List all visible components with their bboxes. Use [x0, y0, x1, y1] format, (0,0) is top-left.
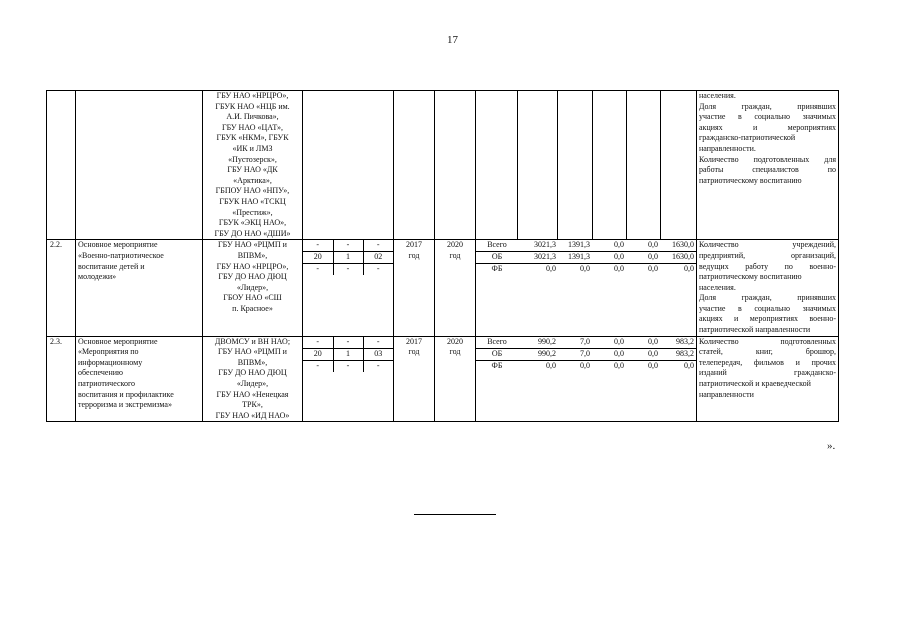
finance-value: 0,0: [546, 360, 556, 370]
finance-row: [476, 240, 696, 252]
funding-source: Всего: [476, 337, 518, 349]
row-number-cell: [47, 91, 76, 240]
finance-value: 983,2: [660, 348, 696, 360]
closing-quote-mark: ».: [827, 440, 836, 452]
end-year-cell: [435, 240, 476, 336]
executor-line: ГБУ НАО «РЦМП и: [218, 240, 287, 250]
indicator-line: предприятий, организаций,: [699, 250, 836, 260]
indicators-cell: [697, 240, 839, 336]
executor-line: «Лидер»,: [236, 379, 269, 389]
budget-code-value: -: [333, 264, 363, 276]
finance-value: 3021,3: [518, 252, 558, 264]
start-year: 2017: [406, 336, 422, 346]
start-year: 2017: [406, 240, 422, 250]
executor-line: ГБУ НАО «НРЦРО»,: [216, 261, 289, 271]
finance-value: 0,0: [546, 264, 556, 274]
budget-code-value: -: [316, 264, 320, 274]
budget-code-value: -: [333, 360, 363, 372]
indicators-cell: [697, 336, 839, 422]
budget-code-table: [303, 240, 393, 275]
finance-value: 990,2: [518, 337, 558, 349]
executor-line: «Престиж»,: [232, 207, 273, 217]
indicator-line: патриотической направленности: [699, 325, 811, 335]
empty-cell: [626, 91, 660, 240]
budget-code-value: -: [363, 360, 393, 372]
activity-name-cell: [76, 336, 203, 422]
executor-line: ГБУ НАО «НРЦРО»,: [216, 91, 289, 100]
finance-value: 990,2: [518, 348, 558, 360]
executor-line: ГБУК «ЭКЦ НАО»,: [218, 218, 287, 228]
indicators-cell: [697, 91, 839, 240]
start-year-cell: [394, 336, 435, 422]
executor-line: «Пустозерск»,: [228, 154, 277, 164]
executor-line: ГБУК НАО «НЦБ им.: [215, 101, 290, 111]
finance-value: 0,0: [592, 348, 626, 360]
executor-line: ВПВМ»,: [237, 357, 268, 367]
budget-code-row: [303, 240, 393, 252]
finance-value: 0,0: [592, 337, 626, 349]
budget-code-table: [303, 337, 393, 372]
indicator-line: ведущих работу по военно-: [699, 261, 836, 271]
executor-line: ГБПОУ НАО «НПУ»,: [215, 186, 290, 196]
budget-code-row: [303, 360, 393, 372]
budget-code-cell: [303, 336, 394, 422]
finance-value: 0,0: [684, 360, 694, 370]
finance-table: [476, 337, 696, 372]
indicator-line: Доля граждан, принявших: [699, 101, 836, 111]
finance-value: 0,0: [592, 252, 626, 264]
indicator-line: Доля граждан, принявших: [699, 293, 836, 303]
executor-line: ДВОМСУ и ВН НАО;: [214, 336, 291, 346]
finance-value: 0,0: [580, 264, 590, 274]
executor-line: «Лидер»,: [236, 282, 269, 292]
activity-name-line: обеспечению: [78, 368, 124, 378]
end-year: 2020: [447, 336, 463, 346]
finance-value: 0,0: [626, 348, 660, 360]
empty-cell: [558, 91, 592, 240]
empty-cell: [660, 91, 696, 240]
budget-code-value: -: [303, 240, 333, 252]
budget-code-value: 20: [303, 252, 333, 264]
indicator-line: участие в социально значимых: [699, 112, 836, 122]
activity-name-line: информационному: [78, 357, 143, 367]
executor-line: «ИК и ЛМЗ: [232, 143, 273, 153]
indicator-line: направленности: [699, 389, 754, 399]
activity-name-line: терроризма и экстремизма»: [78, 400, 172, 410]
budget-code-row: [303, 252, 393, 264]
finance-row: [476, 337, 696, 349]
budget-code-value: 1: [333, 252, 363, 264]
indicator-line: Количество учреждений,: [699, 240, 836, 250]
indicator-line: изданий гражданско-: [699, 368, 836, 378]
finance-value: 0,0: [626, 337, 660, 349]
funding-source: Всего: [476, 240, 518, 252]
budget-code-value: 03: [363, 348, 393, 360]
finance-value: 0,0: [626, 252, 660, 264]
empty-cell: [435, 91, 476, 240]
table-row: [47, 240, 839, 336]
executor-line: ГБУ НАО «ЦАТ»,: [221, 122, 284, 132]
executor-line: ГБУК НАО «ТСКЦ: [219, 196, 286, 206]
indicator-line: Количество подготовленных: [699, 336, 836, 346]
empty-cell: [303, 91, 394, 240]
funding-source: ФБ: [491, 264, 503, 274]
empty-cell: [518, 91, 558, 240]
executor-line: ГБУ ДО НАО «ДШИ»: [214, 228, 291, 238]
row-number: 2.2.: [47, 240, 76, 336]
finance-row: [476, 264, 696, 276]
executor-line: ГБОУ НАО «СШ: [223, 293, 282, 303]
finance-value: 1391,3: [558, 240, 592, 252]
finance-value: 983,2: [660, 337, 696, 349]
activity-name-line: молодежи»: [78, 272, 117, 282]
executor-line: А.И. Пичкова»,: [226, 112, 279, 122]
year-word: год: [408, 250, 420, 260]
executor-line: ГБУ НАО «РЦМП и: [218, 347, 287, 357]
budget-code-cell: [303, 240, 394, 336]
budget-code-value: -: [363, 337, 393, 349]
finance-row: [476, 348, 696, 360]
funding-source: ОБ: [476, 348, 518, 360]
finance-value: 7,0: [558, 337, 592, 349]
finance-value: 0,0: [592, 240, 626, 252]
budget-code-row: [303, 337, 393, 349]
empty-cell: [394, 91, 435, 240]
finance-value: 0,0: [614, 360, 624, 370]
indicator-line: патриотическому воспитанию: [699, 272, 802, 282]
funding-source: ОБ: [476, 252, 518, 264]
finance-value: 3021,3: [518, 240, 558, 252]
budget-code-value: -: [303, 337, 333, 349]
empty-cell: [592, 91, 626, 240]
executor-line: ГБУ НАО «Ненецкая: [216, 389, 289, 399]
finance-value: 7,0: [558, 348, 592, 360]
row-number: 2.3.: [47, 336, 76, 422]
indicator-line: патриотической и краеведческой: [699, 379, 811, 389]
activity-name-cell: [76, 91, 203, 240]
finance-value: 0,0: [626, 240, 660, 252]
executors-cell: [203, 336, 303, 422]
end-year: 2020: [447, 240, 463, 250]
executor-line: ВПВМ»,: [237, 250, 268, 260]
indicator-line: гражданско-патриотической: [699, 133, 796, 143]
executor-line: ГБУ НАО «ИД НАО»: [215, 410, 290, 420]
table-row: [47, 336, 839, 422]
executor-line: ГБУ НАО «ДК: [227, 165, 278, 175]
budget-code-value: -: [333, 240, 363, 252]
activity-name-line: Основное мероприятие: [78, 240, 158, 250]
finance-row: [476, 360, 696, 372]
finance-row: [476, 252, 696, 264]
year-word: год: [408, 347, 420, 357]
executor-line: ТРК»,: [242, 400, 263, 410]
activity-name-cell: [76, 240, 203, 336]
finance-cell: [476, 336, 697, 422]
finance-cell: [476, 240, 697, 336]
executor-line: п. Красное»: [232, 303, 273, 313]
indicator-line: населения.: [699, 91, 736, 100]
budget-code-value: 20: [303, 348, 333, 360]
finance-value: 1630,0: [660, 240, 696, 252]
activity-name-line: воспитания и профилактике: [78, 389, 174, 399]
budget-code-row: [303, 348, 393, 360]
indicator-line: акциях и мероприятиях военно-: [699, 314, 836, 324]
executors-cell: [203, 240, 303, 336]
finance-value: 0,0: [614, 264, 624, 274]
indicator-line: статей, книг, брошюр,: [699, 347, 836, 357]
year-word: год: [449, 250, 461, 260]
end-year-cell: [435, 336, 476, 422]
footer-rule: [414, 514, 496, 515]
finance-value: 0,0: [648, 360, 658, 370]
start-year-cell: [394, 240, 435, 336]
indicator-line: патриотическому воспитанию: [699, 175, 802, 185]
activity-name-line: воспитание детей и: [78, 261, 145, 271]
indicator-line: участие в социально значимых: [699, 303, 836, 313]
indicator-line: направленности.: [699, 143, 756, 153]
executor-line: ГБУК «НКМ», ГБУК: [216, 133, 289, 143]
executor-line: «Арктика»,: [233, 175, 272, 185]
indicator-line: телепередач, фильмов и прочих: [699, 357, 836, 367]
indicator-line: работы специалистов по: [699, 165, 836, 175]
finance-value: 0,0: [648, 264, 658, 274]
executors-cell: [203, 91, 303, 240]
finance-value: 0,0: [684, 264, 694, 274]
table-row-continued: [47, 91, 839, 240]
budget-code-value: -: [316, 360, 320, 370]
funding-source: ФБ: [491, 360, 503, 370]
finance-value: 1391,3: [558, 252, 592, 264]
indicator-line: Количество подготовленных для: [699, 154, 836, 164]
program-table: [46, 90, 839, 422]
budget-code-value: -: [363, 264, 393, 276]
activity-name-line: «Военно-патриотическое: [78, 250, 164, 260]
finance-value: 0,0: [580, 360, 590, 370]
activity-name-line: патриотического: [78, 379, 136, 389]
budget-code-row: [303, 264, 393, 276]
indicator-line: населения.: [699, 282, 736, 292]
year-word: год: [449, 347, 461, 357]
activity-name-line: Основное мероприятие: [78, 336, 158, 346]
budget-code-value: 02: [363, 252, 393, 264]
finance-table: [476, 240, 696, 275]
budget-code-value: -: [363, 240, 393, 252]
budget-code-value: 1: [333, 348, 363, 360]
budget-code-value: -: [333, 337, 363, 349]
executor-line: ГБУ ДО НАО ДЮЦ: [218, 272, 287, 282]
finance-value: 1630,0: [660, 252, 696, 264]
page-number: 17: [447, 34, 458, 46]
executor-line: ГБУ ДО НАО ДЮЦ: [218, 368, 287, 378]
indicator-line: акциях и мероприятиях: [699, 122, 836, 132]
empty-cell: [476, 91, 518, 240]
activity-name-line: «Мероприятия по: [78, 347, 139, 357]
